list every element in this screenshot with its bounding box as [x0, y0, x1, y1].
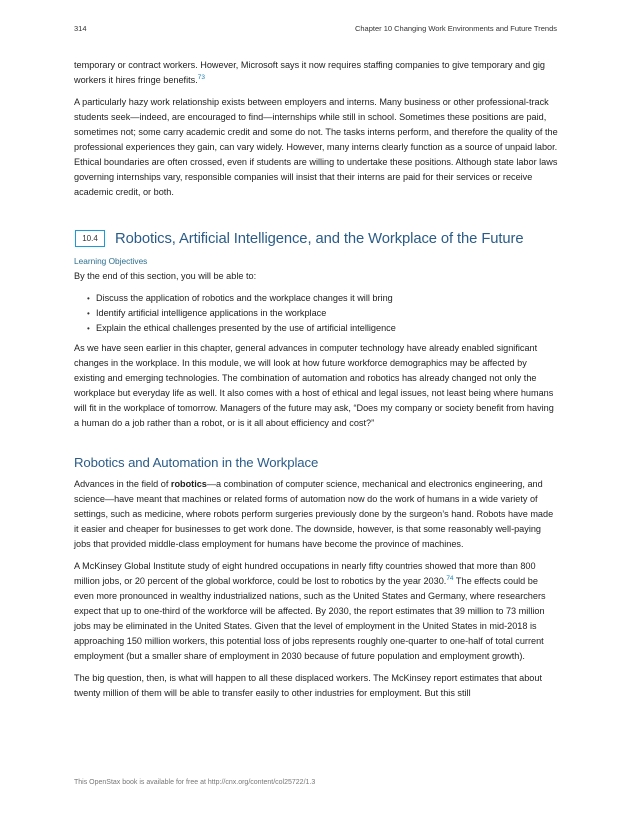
key-term-robotics: robotics: [170, 479, 207, 489]
paragraph-robotics: [74, 477, 558, 552]
paragraph-text: The effects could be even more pronounced in wealthy industrialized nations, such as the United States and Germany, where researchers expect that up to one-third of the workforce will be affected. By 2030, the report estimates that 39 million to 73 million jobs may be eliminated in the United States. Given that the level of employment in the United States in mid-2018 is approaching 150 million workers, this potential loss of jobs represents roughly one-quarter to one-half of total current employment (but a smaller share of employment in 2030 because of future population and employment growth).: [74, 576, 546, 661]
learning-objectives-label: Learning Objectives: [74, 256, 148, 266]
learning-objectives-list: [74, 291, 558, 336]
paragraph-text: A McKinsey Global Institute study of eight hundred occupations in nearly fifty countries showed that more than 800 million jobs, or 20 percent of the global workforce, could be lost to robotics by the year 2030.: [74, 561, 536, 586]
paragraph-displaced-workers: The big question, then, is what will happen to all these displaced workers. The McKinsey report estimates that about twenty million of them will be able to transfer easily to other industries for employment. But this still: [74, 673, 542, 698]
footnote-ref-73[interactable]: 73: [197, 73, 205, 81]
paragraph-text: Advances in the field of: [74, 479, 171, 489]
page-content: [74, 58, 558, 708]
running-head: Chapter 10 Changing Work Environments and Future Trends: [354, 24, 557, 33]
objective-item: • Explain the ethical challenges presented by the use of artificial intelligence: [87, 321, 558, 336]
learning-objectives-intro: By the end of this section, you will be able to:: [74, 271, 257, 281]
footnote-ref-74[interactable]: 74: [446, 574, 454, 582]
paragraph-section-intro: As we have seen earlier in this chapter, general advances in computer technology have already enabled significant changes in the workplace. In this module, we will look at how future workforce demographics may be affected by existing and emerging technologies. The combination of automation and robotics has already changed not only the workplace but everyday life as well. It also comes with a host of ethical and legal issues, not least being where humans will fit in the workplace of tomorrow. Managers of the future may ask, “Does my company or society benefit from having a human do a job rather than a robot, or is it all about efficiency and cost?”: [74, 343, 554, 428]
paragraph-mckinsey: [74, 559, 558, 664]
subsection-title: Robotics and Automation in the Workplace: [74, 455, 319, 470]
section-heading: [74, 230, 558, 247]
section-number-box: 10.4: [75, 230, 105, 247]
objective-item: • Discuss the application of robotics and the workplace changes it will bring: [87, 291, 558, 306]
page-footer: This OpenStax book is available for free at http://cnx.org/content/col25722/1.3: [74, 779, 316, 786]
section-title: Robotics, Artificial Intelligence, and the Workplace of the Future: [115, 230, 524, 247]
page-number: 314: [74, 24, 87, 33]
paragraph-text: temporary or contract workers. However, Microsoft says it now requires staffing companies to give temporary and gig workers it hires fringe benefits.: [74, 60, 545, 85]
paragraph-contract-workers: [74, 58, 558, 88]
paragraph-text: —a combination of computer science, mechanical and electronics engineering, and science—have meant that machines or related forms of automation now do the work of humans in a wide variety of settings, such as medicine, where robots perform surgeries previously done by the surgeon’s hand. Robots have made it easier and cheaper for businesses to get work done. The downside, however, is that some reasonably well-paying jobs that provided middle-class employment for humans have become the province of machines.: [74, 479, 554, 549]
objective-item: • Identify artificial intelligence applications in the workplace: [87, 306, 558, 321]
paragraph-interns: A particularly hazy work relationship exists between employers and interns. Many business or other professional-track students seek—indeed, are encouraged to find—internships while still in school. Sometimes these positions are paid, sometimes not; some carry academic credit and some do not. The tasks interns perform, and therefore the quality of the professional experiences they gain, can vary widely. However, many interns clearly function as a source of unpaid labor. Ethical boundaries are often crossed, even if students are willing to undertake these positions. Although state labor laws governing internships vary, responsible companies will insist that their interns are paid for their services or receive academic credit, or both.: [74, 97, 558, 197]
